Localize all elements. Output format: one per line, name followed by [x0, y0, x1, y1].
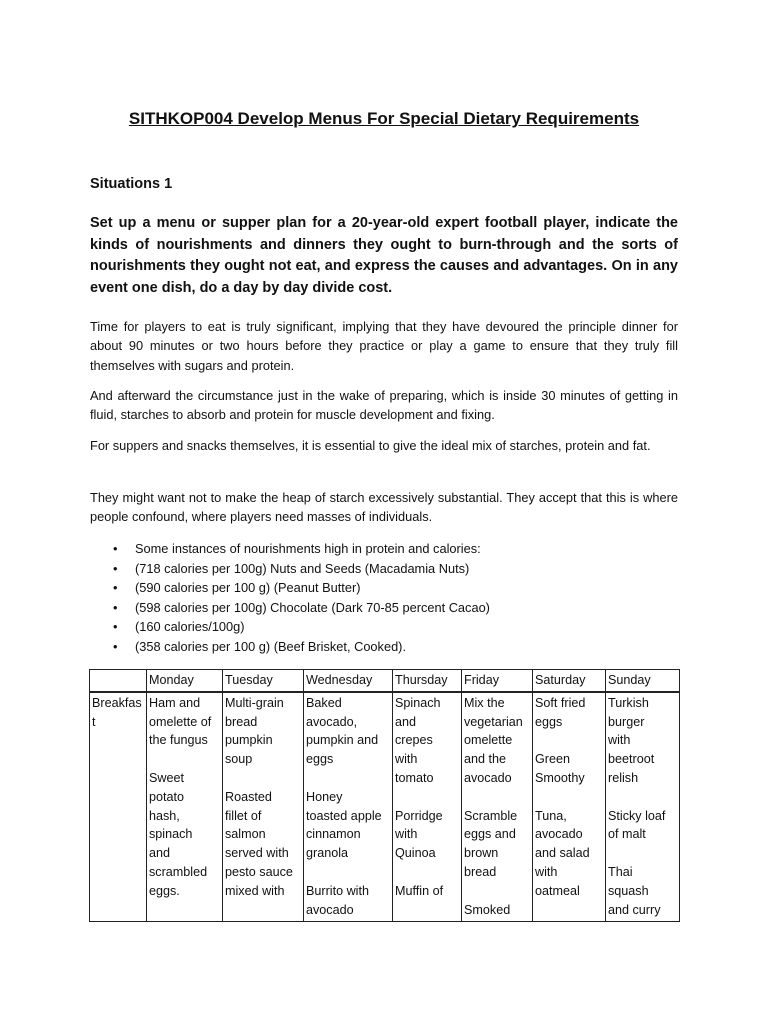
cell-line: potato — [149, 789, 185, 804]
cell-line — [395, 863, 459, 882]
row-label-breakfast — [90, 692, 147, 922]
cell-line: Smoothy — [535, 770, 585, 785]
cell-line: Quinoa — [395, 846, 436, 861]
cell-line: omelette of — [149, 714, 212, 729]
bullet-icon: • — [113, 638, 118, 654]
table-row-breakfast — [90, 692, 680, 922]
day-header-saturday: Saturday — [533, 670, 606, 692]
menu-cell-sunday — [606, 692, 680, 922]
cell-line: eggs — [306, 752, 334, 767]
cell-line: salmon — [225, 827, 266, 842]
list-item: • (358 calories per 100 g) (Beef Brisket, Cooked). — [113, 637, 678, 657]
task-statement: Set up a menu or supper plan for a 20-year-old expert football player, indicate the kinds of nourishments and dinners they ought to burn-through and the sorts of nourishments they ought not eat, and express the causes and advantages. On in any event one dish, do a day by day divide cost. — [90, 215, 678, 296]
cell-line: eggs and — [464, 827, 516, 842]
cell-line: Breakfas — [92, 695, 142, 710]
cell-line: of malt — [608, 827, 646, 842]
cell-line: toasted apple — [306, 808, 382, 823]
cell-line: bread — [225, 714, 258, 729]
menu-cell-monday — [147, 692, 223, 922]
cell-line: Soft fried — [535, 695, 586, 710]
document-title: SITHKOP004 Develop Menus For Special Dietary Requirements — [128, 109, 640, 128]
menu-cell-friday — [462, 692, 533, 922]
menu-cell-thursday — [393, 692, 462, 922]
list-item: • (718 calories per 100g) Nuts and Seeds (Macadamia Nuts) — [113, 559, 678, 579]
cell-line: avocado, — [306, 714, 358, 729]
cell-line: omelette — [464, 733, 513, 748]
cell-line: served with — [225, 846, 289, 861]
cell-line — [535, 788, 603, 807]
bullet-icon: • — [113, 580, 118, 596]
cell-line: granola — [306, 846, 349, 861]
list-item: • Some instances of nourishments high in protein and calories: — [113, 539, 678, 559]
cell-line: Thai — [608, 864, 633, 879]
cell-line: and — [395, 714, 417, 729]
cell-line — [464, 788, 530, 807]
day-header-wednesday: Wednesday — [304, 670, 393, 692]
cell-line: cinnamon — [306, 827, 361, 842]
cell-line: spinach — [149, 827, 193, 842]
menu-cell-tuesday — [223, 692, 304, 922]
cell-line: the fungus — [149, 733, 208, 748]
cell-line: Sweet — [149, 770, 185, 785]
menu-cell-wednesday — [304, 692, 393, 922]
cell-line: eggs. — [149, 883, 180, 898]
list-item: • (598 calories per 100g) Chocolate (Dark 70-85 percent Cacao) — [113, 598, 678, 618]
paragraph-suppers: For suppers and snacks themselves, it is essential to give the ideal mix of starches, protein and fat. — [90, 438, 651, 453]
cell-line: fillet of — [225, 808, 262, 823]
cell-line — [608, 844, 677, 863]
cell-line: Smoked — [464, 902, 511, 917]
cell-line: Turkish — [608, 695, 649, 710]
cell-line: Tuna, — [535, 808, 567, 823]
cell-line: pumpkin and — [306, 733, 379, 748]
day-header-thursday: Thursday — [393, 670, 462, 692]
bullet-icon: • — [113, 599, 118, 615]
cell-line: Spinach — [395, 695, 441, 710]
cell-line: Sticky loaf — [608, 808, 666, 823]
cell-line — [225, 769, 301, 788]
cell-line: with — [535, 864, 558, 879]
cell-line: and — [149, 846, 171, 861]
cell-line: and curry — [608, 902, 661, 917]
cell-line: bread — [464, 864, 497, 879]
bullet-icon: • — [113, 541, 118, 556]
menu-cell-saturday — [533, 692, 606, 922]
cell-line: pesto sauce — [225, 864, 293, 879]
cell-line: with — [395, 752, 418, 767]
cell-line: Scramble — [464, 808, 518, 823]
paragraph-timing: Time for players to eat is truly significant, implying that they have devoured the principle dinner for about 90 minutes or two hours before they practice or play a game to ensure that they truly fill themselves with sugars and protein. — [90, 319, 678, 373]
cell-line: brown — [464, 846, 499, 861]
bullet-icon: • — [113, 619, 118, 635]
list-item: • (160 calories/100g) — [113, 617, 678, 637]
cell-line: t — [92, 714, 96, 729]
cell-line: Mix the — [464, 695, 505, 710]
table-corner-cell — [90, 670, 147, 692]
cell-line: mixed with — [225, 883, 285, 898]
cell-line: oatmeal — [535, 883, 580, 898]
cell-line — [608, 788, 677, 807]
cell-line: hash, — [149, 808, 180, 823]
cell-line: scrambled — [149, 864, 208, 879]
cell-line: relish — [608, 770, 639, 785]
cell-line: eggs — [535, 714, 563, 729]
cell-line: pumpkin — [225, 733, 273, 748]
cell-line: Baked — [306, 695, 342, 710]
cell-line: burger — [608, 714, 645, 729]
table-header-row — [90, 670, 680, 692]
cell-line — [535, 731, 603, 750]
cell-line: Green — [535, 752, 571, 767]
day-header-monday: Monday — [147, 670, 223, 692]
paragraph-starch: They might want not to make the heap of starch excessively substantial. They accept that this is where people confound, where players need masses of individuals. — [90, 490, 678, 525]
cell-line: squash — [608, 883, 649, 898]
cell-line — [395, 788, 459, 807]
cell-line: tomato — [395, 770, 434, 785]
cell-line: avocado — [306, 902, 354, 917]
paragraph-post-training: And afterward the circumstance just in the wake of preparing, which is inside 30 minutes of getting in fluid, starches to absorb and protein for muscle development and fixing. — [90, 388, 678, 423]
bullet-icon: • — [113, 560, 118, 576]
day-header-sunday: Sunday — [606, 670, 680, 692]
cell-line: Muffin of — [395, 883, 444, 898]
cell-line: vegetarian — [464, 714, 523, 729]
cell-line: Roasted — [225, 789, 272, 804]
day-header-friday: Friday — [462, 670, 533, 692]
calorie-list — [113, 539, 678, 657]
cell-line: Ham and — [149, 695, 201, 710]
situation-heading: Situations 1 — [90, 176, 173, 192]
cell-line: Porridge — [395, 808, 443, 823]
cell-line: Burrito with — [306, 883, 369, 898]
cell-line: beetroot — [608, 752, 655, 767]
cell-line — [464, 882, 530, 901]
weekly-menu-table — [89, 669, 680, 922]
cell-line — [149, 750, 220, 769]
cell-line: avocado — [535, 827, 583, 842]
cell-line — [306, 769, 390, 788]
cell-line: avocado — [464, 770, 512, 785]
cell-line — [306, 863, 390, 882]
list-item: • (590 calories per 100 g) (Peanut Butter) — [113, 578, 678, 598]
cell-line: soup — [225, 752, 253, 767]
cell-line: and salad — [535, 846, 590, 861]
cell-line: crepes — [395, 733, 433, 748]
cell-line: Honey — [306, 789, 343, 804]
cell-line: with — [608, 733, 631, 748]
cell-line: with — [395, 827, 418, 842]
cell-line: Multi-grain — [225, 695, 284, 710]
day-header-tuesday: Tuesday — [223, 670, 304, 692]
cell-line: and the — [464, 752, 507, 767]
